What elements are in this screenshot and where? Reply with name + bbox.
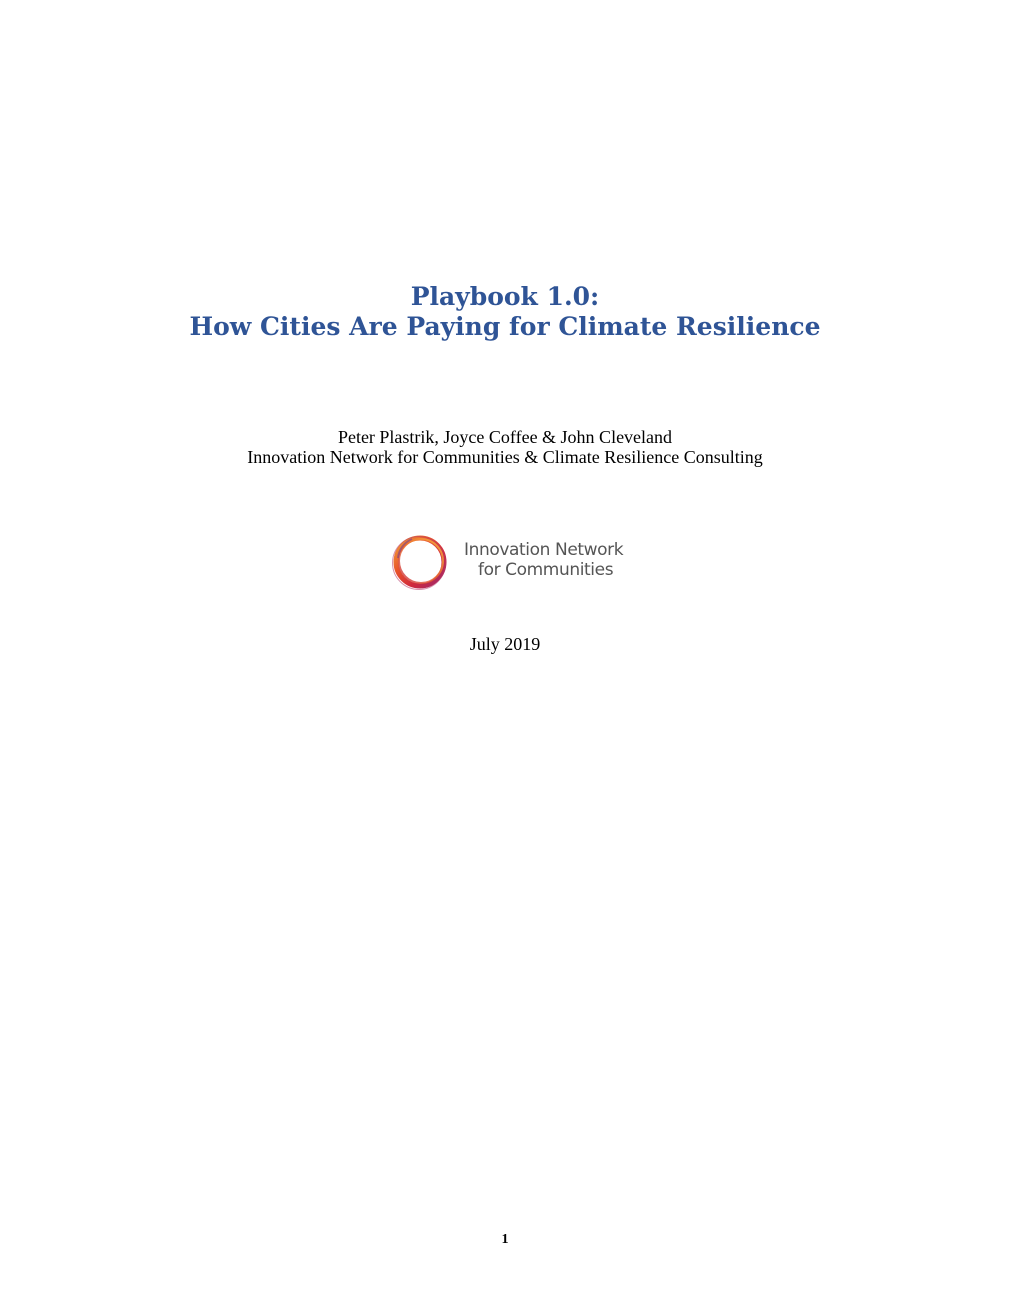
organizations: Innovation Network for Communities & Climate Resilience Consulting [247,447,763,467]
page-number: 1 [501,1232,509,1247]
document-title [0,282,1010,342]
title-line-2: How Cities Are Paying for Climate Resilience [189,312,821,341]
byline [0,427,1010,467]
logo-text-line-1: Innovation Network [464,540,624,560]
ring-logo-icon [388,530,452,594]
organization-logo [388,528,628,594]
logo-text-line-2: for Communities [478,560,614,580]
title-line-1: Playbook 1.0: [410,282,600,311]
authors: Peter Plastrik, Joyce Coffee & John Cleveland [337,427,673,447]
logo-wordmark [464,540,623,580]
publication-date: July 2019 [469,634,541,654]
